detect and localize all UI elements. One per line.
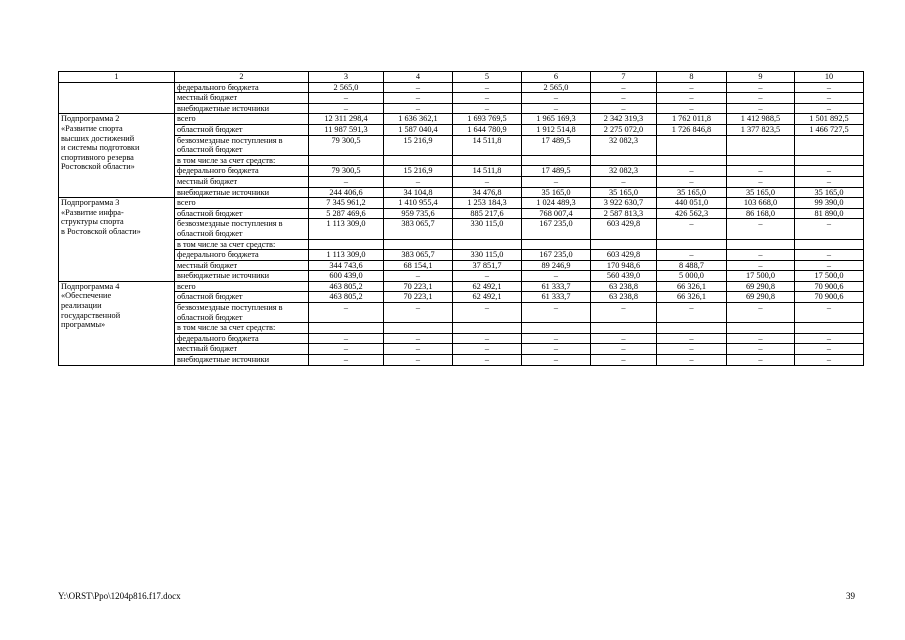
value-cell xyxy=(657,135,727,155)
header-cell: 5 xyxy=(453,72,522,83)
value-cell: 32 082,3 xyxy=(591,166,657,177)
value-cell: – xyxy=(384,176,453,187)
value-cell: 103 668,0 xyxy=(727,198,795,209)
value-cell: 37 851,7 xyxy=(453,260,522,271)
table-row xyxy=(59,176,864,187)
value-cell: 383 065,7 xyxy=(384,250,453,261)
header-cell: 8 xyxy=(657,72,727,83)
funding-source-cell: внебюджетные источники xyxy=(175,103,309,114)
value-cell: 70 900,6 xyxy=(795,281,864,292)
value-cell: 69 290,8 xyxy=(727,292,795,303)
value-cell: 463 805,2 xyxy=(309,292,384,303)
value-cell: – xyxy=(453,93,522,104)
funding-source-cell: внебюджетные источники xyxy=(175,271,309,282)
value-cell xyxy=(657,155,727,166)
value-cell: 79 300,5 xyxy=(309,135,384,155)
value-cell: 8 488,7 xyxy=(657,260,727,271)
value-cell: 2 565,0 xyxy=(522,82,591,93)
funding-source-cell: федерального бюджета xyxy=(175,250,309,261)
value-cell: – xyxy=(384,82,453,93)
value-cell xyxy=(309,155,384,166)
value-cell: – xyxy=(309,103,384,114)
value-cell: 17 500,0 xyxy=(795,271,864,282)
funding-source-cell: внебюджетные источники xyxy=(175,355,309,366)
value-cell: – xyxy=(453,344,522,355)
value-cell: 2 565,0 xyxy=(309,82,384,93)
value-cell: 167 235,0 xyxy=(522,219,591,239)
value-cell xyxy=(727,239,795,250)
value-cell: – xyxy=(591,176,657,187)
funding-source-cell: в том числе за счет средств: xyxy=(175,323,309,334)
value-cell: 1 693 769,5 xyxy=(453,114,522,125)
value-cell: – xyxy=(522,271,591,282)
table-row xyxy=(59,155,864,166)
value-cell: – xyxy=(727,166,795,177)
funding-source-cell: местный бюджет xyxy=(175,344,309,355)
value-cell: 244 406,6 xyxy=(309,187,384,198)
value-cell: 330 115,0 xyxy=(453,250,522,261)
value-cell: – xyxy=(453,271,522,282)
value-cell: – xyxy=(309,344,384,355)
value-cell: 1 410 955,4 xyxy=(384,198,453,209)
value-cell: 603 429,8 xyxy=(591,250,657,261)
value-cell: – xyxy=(727,260,795,271)
program-name-cell xyxy=(59,82,175,114)
table-row xyxy=(59,303,864,323)
value-cell xyxy=(384,323,453,334)
value-cell: 1 253 184,3 xyxy=(453,198,522,209)
value-cell xyxy=(309,323,384,334)
value-cell: 62 492,1 xyxy=(453,281,522,292)
value-cell: – xyxy=(384,333,453,344)
value-cell: 5 000,0 xyxy=(657,271,727,282)
value-cell: – xyxy=(727,303,795,323)
value-cell: – xyxy=(522,103,591,114)
table-row xyxy=(59,219,864,239)
value-cell: – xyxy=(795,93,864,104)
value-cell: – xyxy=(657,82,727,93)
value-cell xyxy=(657,239,727,250)
value-cell: 167 235,0 xyxy=(522,250,591,261)
value-cell: 99 390,0 xyxy=(795,198,864,209)
value-cell: 63 238,8 xyxy=(591,281,657,292)
header-row xyxy=(59,72,864,83)
funding-source-cell: внебюджетные источники xyxy=(175,187,309,198)
value-cell: 70 223,1 xyxy=(384,292,453,303)
value-cell: 70 223,1 xyxy=(384,281,453,292)
value-cell: 15 216,9 xyxy=(384,166,453,177)
value-cell: 79 300,5 xyxy=(309,166,384,177)
value-cell xyxy=(384,155,453,166)
value-cell: 1 762 011,8 xyxy=(657,114,727,125)
value-cell xyxy=(453,155,522,166)
value-cell: 35 165,0 xyxy=(522,187,591,198)
value-cell: – xyxy=(727,355,795,366)
program-name-cell: Подпрограмма 3 «Развитие инфра- структуры спорта в Ростовской области» xyxy=(59,198,175,282)
value-cell xyxy=(309,239,384,250)
table-row xyxy=(59,355,864,366)
value-cell xyxy=(591,239,657,250)
table-row xyxy=(59,124,864,135)
header-cell: 7 xyxy=(591,72,657,83)
header-cell: 2 xyxy=(175,72,309,83)
value-cell: 63 238,8 xyxy=(591,292,657,303)
funding-source-cell: местный бюджет xyxy=(175,260,309,271)
value-cell xyxy=(591,155,657,166)
value-cell: 89 246,9 xyxy=(522,260,591,271)
value-cell: – xyxy=(727,344,795,355)
funding-source-cell: областной бюджет xyxy=(175,124,309,135)
value-cell: 35 165,0 xyxy=(727,187,795,198)
value-cell: 560 439,0 xyxy=(591,271,657,282)
value-cell: 32 082,3 xyxy=(591,135,657,155)
table-row xyxy=(59,208,864,219)
value-cell: – xyxy=(522,333,591,344)
value-cell: – xyxy=(657,344,727,355)
value-cell xyxy=(453,323,522,334)
table-row xyxy=(59,135,864,155)
table-row xyxy=(59,82,864,93)
budget-table xyxy=(58,71,864,366)
value-cell xyxy=(591,323,657,334)
value-cell: – xyxy=(591,355,657,366)
value-cell: – xyxy=(522,303,591,323)
value-cell: 1 965 169,3 xyxy=(522,114,591,125)
value-cell: – xyxy=(522,176,591,187)
value-cell: – xyxy=(795,82,864,93)
value-cell: 1 501 892,5 xyxy=(795,114,864,125)
table-row xyxy=(59,344,864,355)
value-cell: 768 007,4 xyxy=(522,208,591,219)
value-cell: – xyxy=(384,271,453,282)
value-cell: 383 065,7 xyxy=(384,219,453,239)
value-cell: – xyxy=(657,166,727,177)
value-cell: – xyxy=(453,103,522,114)
value-cell: – xyxy=(309,333,384,344)
value-cell: 68 154,1 xyxy=(384,260,453,271)
value-cell: – xyxy=(453,176,522,187)
value-cell: 170 948,6 xyxy=(591,260,657,271)
value-cell: – xyxy=(657,176,727,187)
value-cell: 1 644 780,9 xyxy=(453,124,522,135)
footer-file-path: Y:\ORST\Ppo\1204p816.f17.docx xyxy=(58,591,181,601)
value-cell: – xyxy=(453,82,522,93)
value-cell: 2 342 319,3 xyxy=(591,114,657,125)
value-cell: – xyxy=(657,355,727,366)
value-cell: 14 511,8 xyxy=(453,166,522,177)
value-cell xyxy=(522,323,591,334)
table-row xyxy=(59,103,864,114)
value-cell: 885 217,6 xyxy=(453,208,522,219)
value-cell: 35 165,0 xyxy=(795,187,864,198)
table-row xyxy=(59,114,864,125)
value-cell: 14 511,8 xyxy=(453,135,522,155)
value-cell: – xyxy=(727,250,795,261)
value-cell xyxy=(795,323,864,334)
table-body xyxy=(59,72,864,366)
value-cell: 344 743,6 xyxy=(309,260,384,271)
value-cell: – xyxy=(795,303,864,323)
header-cell: 10 xyxy=(795,72,864,83)
table-row xyxy=(59,281,864,292)
funding-source-cell: всего xyxy=(175,114,309,125)
value-cell: 17 500,0 xyxy=(727,271,795,282)
funding-source-cell: местный бюджет xyxy=(175,176,309,187)
header-cell: 3 xyxy=(309,72,384,83)
funding-source-cell: в том числе за счет средств: xyxy=(175,155,309,166)
funding-source-cell: федерального бюджета xyxy=(175,166,309,177)
value-cell: 61 333,7 xyxy=(522,281,591,292)
value-cell: 440 051,0 xyxy=(657,198,727,209)
value-cell: – xyxy=(795,250,864,261)
value-cell: – xyxy=(795,344,864,355)
value-cell: 2 275 072,0 xyxy=(591,124,657,135)
value-cell: – xyxy=(453,355,522,366)
value-cell: 959 735,6 xyxy=(384,208,453,219)
value-cell: 11 987 591,3 xyxy=(309,124,384,135)
value-cell: – xyxy=(591,93,657,104)
table-row xyxy=(59,271,864,282)
value-cell: – xyxy=(384,103,453,114)
value-cell: 12 311 298,4 xyxy=(309,114,384,125)
funding-source-cell: безвозмездные поступления в областной бюджет xyxy=(175,303,309,323)
value-cell xyxy=(727,155,795,166)
value-cell: – xyxy=(657,219,727,239)
value-cell xyxy=(727,135,795,155)
value-cell xyxy=(727,323,795,334)
value-cell xyxy=(795,135,864,155)
table-row xyxy=(59,198,864,209)
value-cell xyxy=(453,239,522,250)
value-cell: 86 168,0 xyxy=(727,208,795,219)
value-cell: 2 587 813,3 xyxy=(591,208,657,219)
value-cell: – xyxy=(727,333,795,344)
funding-source-cell: всего xyxy=(175,281,309,292)
value-cell: 1 466 727,5 xyxy=(795,124,864,135)
header-cell: 1 xyxy=(59,72,175,83)
value-cell: 1 113 309,0 xyxy=(309,250,384,261)
value-cell: – xyxy=(727,82,795,93)
value-cell: – xyxy=(453,333,522,344)
table-row xyxy=(59,93,864,104)
table-row xyxy=(59,239,864,250)
header-cell: 9 xyxy=(727,72,795,83)
table-row xyxy=(59,292,864,303)
value-cell: 1 113 309,0 xyxy=(309,219,384,239)
value-cell: 66 326,1 xyxy=(657,281,727,292)
value-cell: – xyxy=(309,176,384,187)
value-cell: – xyxy=(795,219,864,239)
value-cell: 70 900,6 xyxy=(795,292,864,303)
funding-source-cell: всего xyxy=(175,198,309,209)
value-cell: – xyxy=(522,344,591,355)
value-cell: 1 726 846,8 xyxy=(657,124,727,135)
value-cell xyxy=(657,323,727,334)
value-cell: – xyxy=(591,333,657,344)
funding-source-cell: безвозмездные поступления в областной бюджет xyxy=(175,219,309,239)
value-cell: – xyxy=(309,93,384,104)
value-cell: 62 492,1 xyxy=(453,292,522,303)
value-cell: – xyxy=(384,93,453,104)
value-cell: 1 412 988,5 xyxy=(727,114,795,125)
value-cell: – xyxy=(309,355,384,366)
value-cell: 61 333,7 xyxy=(522,292,591,303)
value-cell: – xyxy=(657,103,727,114)
value-cell: – xyxy=(309,303,384,323)
value-cell: 463 805,2 xyxy=(309,281,384,292)
table-row xyxy=(59,323,864,334)
value-cell: 330 115,0 xyxy=(453,219,522,239)
value-cell xyxy=(795,155,864,166)
value-cell: 1 587 040,4 xyxy=(384,124,453,135)
value-cell: 34 104,8 xyxy=(384,187,453,198)
table-row xyxy=(59,166,864,177)
value-cell: 600 439,0 xyxy=(309,271,384,282)
value-cell: 15 216,9 xyxy=(384,135,453,155)
value-cell xyxy=(522,239,591,250)
value-cell: 5 287 469,6 xyxy=(309,208,384,219)
table-row xyxy=(59,187,864,198)
value-cell: – xyxy=(795,355,864,366)
funding-source-cell: в том числе за счет средств: xyxy=(175,239,309,250)
value-cell: 7 345 961,2 xyxy=(309,198,384,209)
header-cell: 6 xyxy=(522,72,591,83)
value-cell: 35 165,0 xyxy=(657,187,727,198)
value-cell: – xyxy=(657,303,727,323)
value-cell: – xyxy=(795,260,864,271)
value-cell: – xyxy=(657,333,727,344)
value-cell: 1 377 823,5 xyxy=(727,124,795,135)
value-cell: – xyxy=(727,176,795,187)
value-cell: – xyxy=(384,344,453,355)
value-cell: – xyxy=(522,93,591,104)
value-cell: 69 290,8 xyxy=(727,281,795,292)
funding-source-cell: областной бюджет xyxy=(175,208,309,219)
value-cell: 603 429,8 xyxy=(591,219,657,239)
value-cell: – xyxy=(453,303,522,323)
value-cell: 17 489,5 xyxy=(522,166,591,177)
value-cell: 3 922 630,7 xyxy=(591,198,657,209)
value-cell: – xyxy=(522,355,591,366)
value-cell: – xyxy=(384,355,453,366)
value-cell xyxy=(522,155,591,166)
value-cell: – xyxy=(591,344,657,355)
value-cell: 1 636 362,1 xyxy=(384,114,453,125)
value-cell: – xyxy=(384,303,453,323)
page-number: 39 xyxy=(846,591,855,601)
value-cell: 81 890,0 xyxy=(795,208,864,219)
funding-source-cell: безвозмездные поступления в областной бюджет xyxy=(175,135,309,155)
value-cell: 17 489,5 xyxy=(522,135,591,155)
value-cell: – xyxy=(727,103,795,114)
funding-source-cell: федерального бюджета xyxy=(175,333,309,344)
table-row xyxy=(59,260,864,271)
value-cell: 66 326,1 xyxy=(657,292,727,303)
funding-source-cell: областной бюджет xyxy=(175,292,309,303)
table-row xyxy=(59,250,864,261)
value-cell: – xyxy=(657,93,727,104)
value-cell xyxy=(795,239,864,250)
table-row xyxy=(59,333,864,344)
value-cell: – xyxy=(657,250,727,261)
value-cell: 1 024 489,3 xyxy=(522,198,591,209)
value-cell: – xyxy=(795,176,864,187)
program-name-cell: Подпрограмма 4 «Обеспечение реализации государственной программы» xyxy=(59,281,175,365)
value-cell: – xyxy=(727,93,795,104)
program-name-cell: Подпрограмма 2 «Развитие спорта высших достижений и системы подготовки спортивного резерва Ростовской области» xyxy=(59,114,175,198)
value-cell: – xyxy=(795,333,864,344)
value-cell: – xyxy=(795,166,864,177)
value-cell: – xyxy=(591,82,657,93)
value-cell: 34 476,8 xyxy=(453,187,522,198)
value-cell: 426 562,3 xyxy=(657,208,727,219)
value-cell: 1 912 514,8 xyxy=(522,124,591,135)
value-cell: – xyxy=(727,219,795,239)
value-cell xyxy=(384,239,453,250)
value-cell: – xyxy=(795,103,864,114)
value-cell: 35 165,0 xyxy=(591,187,657,198)
value-cell: – xyxy=(591,303,657,323)
value-cell: – xyxy=(591,103,657,114)
header-cell: 4 xyxy=(384,72,453,83)
funding-source-cell: федерального бюджета xyxy=(175,82,309,93)
funding-source-cell: местный бюджет xyxy=(175,93,309,104)
